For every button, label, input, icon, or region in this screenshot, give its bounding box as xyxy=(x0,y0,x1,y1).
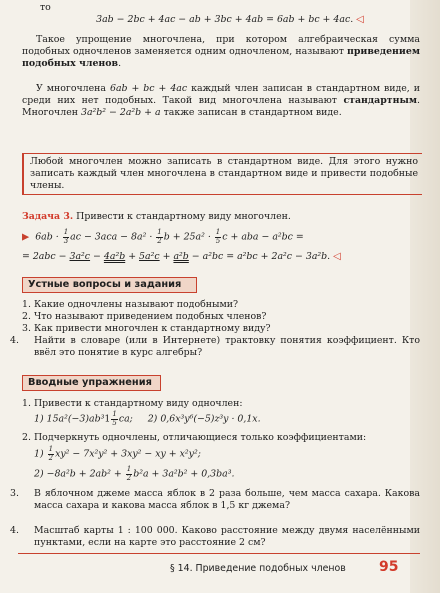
t2-term: 2abc xyxy=(32,251,56,262)
t2-op: − xyxy=(188,251,203,262)
ex2-part2-a: 2) −8a²b + 2ab² + xyxy=(34,468,125,480)
p2-d: также записан в стандартном виде. xyxy=(160,107,342,119)
top-equation-text: 3ab − 2bc + 4ac − ab + 3bc + 4ab = 6ab + bc + 4ac. xyxy=(96,14,354,25)
p2-c: . Многочлен xyxy=(22,95,420,119)
task-line-2 xyxy=(22,251,420,263)
p1-after: . xyxy=(118,58,122,70)
t2-term-underlined: 3a²c xyxy=(69,251,91,262)
mixed-whole: 1 xyxy=(104,413,111,425)
p2-b: каждый член записан в стандартном виде, и среди них нет подобных. Такой вид многочлена называют xyxy=(22,83,420,107)
item-number: 2. xyxy=(22,311,31,322)
exercise-4 xyxy=(10,525,420,549)
oral-item-1 xyxy=(22,299,420,311)
ex2-part1-a: 1) xyxy=(34,448,47,460)
ex1-part1-b: ca; xyxy=(118,413,133,425)
item-text: Привести к стандартному виду одночлен: xyxy=(34,398,243,409)
frac-num: 1 xyxy=(48,445,54,453)
item-number: 3. xyxy=(22,323,31,334)
paragraph-1 xyxy=(22,34,420,71)
frac-num: 1 xyxy=(63,228,69,236)
item-text: В яблочном джеме масса яблок в 2 раза больше, чем масса сахара. Какова масса сахара и какова масса яблок в 1,5 кг джема? xyxy=(34,488,420,512)
page-footer xyxy=(0,553,440,593)
t1c: b + 25a² · xyxy=(163,231,214,243)
fraction xyxy=(63,229,69,245)
item-text: Что называют приведением подобных членов? xyxy=(34,311,267,322)
top-equation xyxy=(40,14,420,26)
exercise-3 xyxy=(10,488,420,512)
fraction xyxy=(126,466,132,482)
oral-item-3 xyxy=(22,323,420,335)
ex2-part2-b: b²a + 3a²b² + 0,3ba³. xyxy=(133,468,235,480)
task-label: Задача 3. xyxy=(22,211,74,222)
t2-term: a²bc xyxy=(202,251,224,262)
t1a: 6ab · xyxy=(35,231,62,243)
frac-den: 5 xyxy=(112,418,117,427)
item-number: 3. xyxy=(10,488,19,499)
p1-before: Такое упрощение многочлена, при котором алгебраическая сумма подобных одночленов заменяется одним одночленом, называют xyxy=(22,34,420,58)
t2-term-underlined: 5a²c xyxy=(139,251,160,262)
frac-den: 3 xyxy=(63,236,69,245)
oral-item-4 xyxy=(10,335,420,359)
t2a: = xyxy=(22,251,33,262)
end-of-solution-icon: ◁ xyxy=(333,251,341,262)
item-text: Найти в словаре (или в Интернете) трактовку понятия коэффициент. Кто ввёл это понятие в курс алгебры? xyxy=(34,335,420,359)
to-word: то xyxy=(40,2,51,13)
item-text: Масштаб карты 1 : 100 000. Каково расстояние между двумя населёнными пунктами, если на карте это расстояние 2 см? xyxy=(34,525,420,549)
t1b: ac − 3aca − 8a² · xyxy=(70,231,156,243)
item-text: Как привести многочлен к стандартному виду? xyxy=(34,323,271,334)
t2-op: − xyxy=(90,251,104,262)
item-number: 2. xyxy=(22,432,31,443)
solution-marker-icon: ▶ xyxy=(22,231,30,243)
item-number: 4. xyxy=(10,525,19,536)
oral-questions-header: Устные вопросы и задания xyxy=(22,277,197,293)
frac-num: 1 xyxy=(112,410,117,418)
p2-a: У многочлена xyxy=(36,83,110,94)
rule-text: Любой многочлен можно записать в стандартном виде. Для этого нужно записать каждый член многочлена в стандартном виде и привести подобные члены. xyxy=(30,156,418,192)
t2-term-double-underlined: 4a²b xyxy=(103,251,126,262)
exercise-2 xyxy=(22,432,420,444)
footer-rule xyxy=(18,553,420,554)
fraction xyxy=(111,411,117,427)
p2-poly: 6ab + bc + 4ac xyxy=(109,83,188,94)
item-number: 4. xyxy=(10,335,19,346)
t2-op: + xyxy=(125,251,140,262)
footer-section-title: § 14. Приведение подобных членов xyxy=(170,563,346,574)
ex1-part1-a: 1) 15a²(−3)ab³ xyxy=(34,413,105,425)
item-number: 1. xyxy=(22,299,31,310)
task-text: Привести к стандартному виду многочлен. xyxy=(76,211,291,222)
exercise-2-part1 xyxy=(34,446,420,462)
ex1-part2: 2) 0,6x³y⁶(−5)z³y · 0,1x. xyxy=(147,413,261,425)
ex2-part1-b: xy² − 7x²y² + 3xy² − xy + x²y²; xyxy=(55,448,201,460)
task-3-heading xyxy=(22,211,420,223)
item-number: 1. xyxy=(22,398,31,409)
item-text: Какие одночлены называют подобными? xyxy=(34,299,239,310)
paragraph-2 xyxy=(22,83,420,120)
t2-term-double-underlined: a²b xyxy=(173,251,189,262)
frac-den: 2 xyxy=(48,453,54,462)
t1d: c + aba − a²bc = xyxy=(222,231,304,243)
exercise-1-parts xyxy=(34,411,420,427)
t2-op: + xyxy=(159,251,174,262)
end-of-solution-icon: ◁ xyxy=(356,14,364,25)
item-text: Подчеркнуть одночлены, отличающиеся только коэффициентами: xyxy=(34,432,367,443)
fraction xyxy=(48,446,54,462)
fraction xyxy=(156,229,162,245)
p2-term-bold: стандартным xyxy=(343,95,418,107)
t2-op: − xyxy=(55,251,70,262)
t2-result: = a²bc + 2a²c − 3a²b. xyxy=(223,251,331,262)
frac-den: 5 xyxy=(215,236,221,245)
frac-den: 2 xyxy=(126,473,132,482)
frac-den: 2 xyxy=(157,236,162,245)
intro-exercises-header: Вводные упражнения xyxy=(22,375,161,391)
frac-num: 1 xyxy=(157,228,162,236)
exercise-2-part2 xyxy=(34,466,420,482)
frac-num: 1 xyxy=(215,228,221,236)
task-line-1 xyxy=(22,229,420,245)
fraction xyxy=(215,229,221,245)
page-number: 95 xyxy=(379,559,399,575)
exercise-1 xyxy=(22,398,420,410)
p2-poly2: 3a²b² − 2a²b + a xyxy=(80,107,161,119)
oral-item-2 xyxy=(22,311,420,323)
p1-term-bold: приведением подобных членов xyxy=(22,46,420,70)
frac-num: 1 xyxy=(126,465,132,473)
